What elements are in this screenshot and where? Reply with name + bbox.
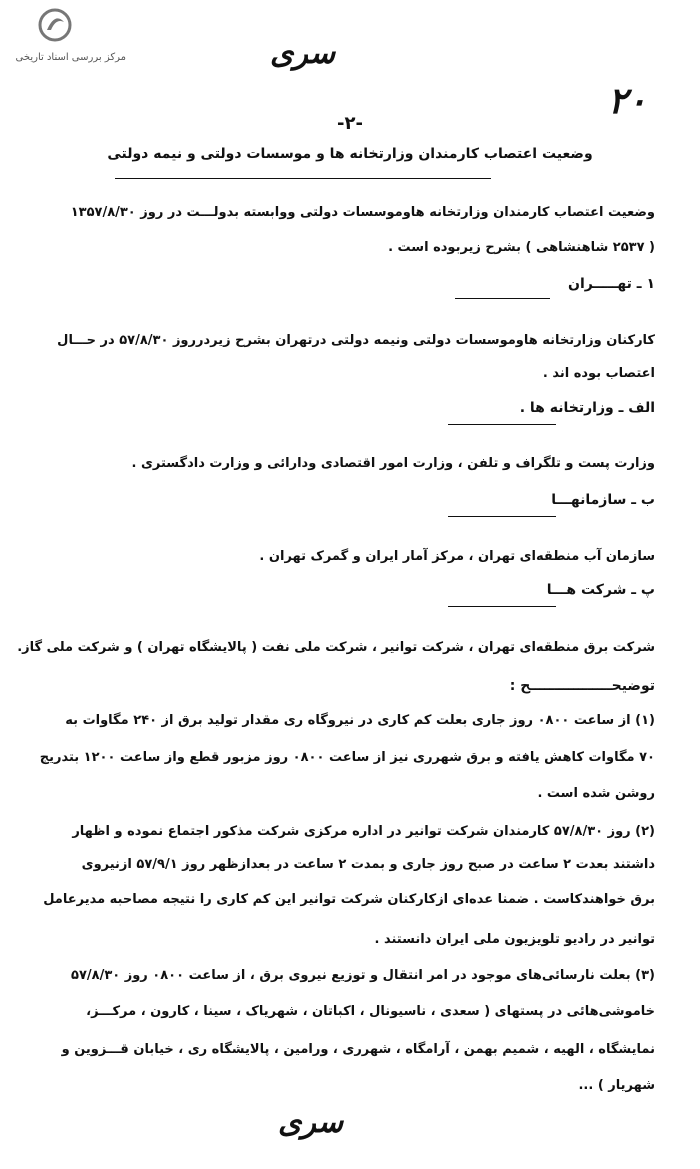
- subsection-c-heading: پ ـ شرکت هـــا: [546, 582, 655, 598]
- classification-stamp-top: سری: [270, 36, 336, 71]
- title-underline: [115, 178, 491, 179]
- section1-line-1: کارکنان وزارتخانه هاوموسسات دولتی ونیمه دولتی درتهران بشرح زیردرروز ۵۷/۸/۳۰ در حـــال: [57, 333, 655, 348]
- subsection-b-heading: ب ـ سازمانهـــا: [551, 492, 655, 508]
- subsection-b-underline: [448, 516, 556, 517]
- intro-line-1: وضعیت اعتصاب کارمندان وزارتخانه هاوموسسات دولتی ووابسته بدولـــت در روز ۱۳۵۷/۸/۳۰: [70, 205, 655, 220]
- subsection-c-text: شرکت برق منطقه‌ای تهران ، شرکت توانیر ، شرکت ملی نفت ( پالایشگاه تهران ) و شرکت ملی گاز.: [17, 640, 655, 655]
- note3-line-3: نمایشگاه ، الهیه ، شمیم بهمن ، آرامگاه ، شهرری ، ورامین ، پالایشگاه ری ، خیابان قـــزوین و: [61, 1042, 655, 1057]
- handwritten-page-id: ۲۰: [608, 80, 647, 122]
- document-title: وضعیت اعتصاب کارمندان وزارتخانه ها و موسسات دولتی و نیمه دولتی: [107, 146, 593, 162]
- section1-underline: [455, 298, 550, 299]
- watermark-text: مرکز بررسی اسناد تاریخی: [15, 52, 126, 63]
- archive-logo-icon: [38, 8, 72, 42]
- note2-line-3: برق خواهندکاست . ضمنا عده‌ای ازکارکنان شرکت توانیر این کم کاری را نتیجه مصاحبه مدیرعامل: [43, 892, 655, 907]
- note1-line-1: (۱) از ساعت ۰۸۰۰ روز جاری بعلت کم کاری در نیروگاه ری مقدار تولید برق از ۲۴۰ مگاوات به: [65, 713, 655, 728]
- subsection-b-text: سازمان آب منطقه‌ای تهران ، مرکز آمار ایران و گمرک تهران .: [259, 549, 655, 564]
- intro-line-2: ( ۲۵۳۷ شاهنشاهی ) بشرح زیربوده است .: [388, 240, 655, 255]
- note3-line-4: شهریار ) ...: [578, 1078, 655, 1093]
- section1-line-2: اعتصاب بوده اند .: [542, 366, 655, 381]
- note2-line-4: توانیر در رادیو تلویزیون ملی ایران دانستند .: [374, 932, 655, 947]
- note1-line-3: روشن شده است .: [537, 786, 655, 801]
- note3-line-1: (۳) بعلت نارسائی‌های موجود در امر انتقال و توزیع نیروی برق ، از ساعت ۰۸۰۰ روز ۵۷/۸/۳۰: [71, 968, 655, 983]
- subsection-a-heading: الف ـ وزارتخانه ها .: [519, 400, 655, 416]
- note2-line-1: (۲) روز ۵۷/۸/۳۰ کارمندان شرکت توانیر در اداره مرکزی شرکت مذکور اجتماع نموده و اظهار: [72, 824, 655, 839]
- subsection-a-underline: [448, 424, 556, 425]
- section1-heading: ۱ ـ تهـــــران: [568, 276, 655, 292]
- note2-line-2: داشتند بعدت ۲ ساعت در صبح روز جاری و بمدت ۲ ساعت در بعدازظهر روز ۵۷/۹/۱ ازنیروی: [81, 857, 655, 872]
- note1-line-2: ۷۰ مگاوات کاهش یافته و برق شهرری نیز از ساعت ۰۸۰۰ روز مزبور قطع واز ساعت ۱۲۰۰ بتدریج: [39, 750, 655, 765]
- classification-stamp-bottom: سری: [278, 1105, 344, 1140]
- note3-line-2: خاموشی‌هائی در پستهای ( سعدی ، ناسیونال ، اکباتان ، شهریاک ، سینا ، کارون ، مرکـــز،: [86, 1004, 655, 1019]
- notes-heading: توضیحـــــــــــــــــح :: [509, 678, 655, 694]
- subsection-a-text: وزارت پست و تلگراف و تلفن ، وزارت امور اقتصادی ودارائی و وزارت دادگستری .: [131, 456, 655, 471]
- page-number: -۲-: [337, 113, 363, 134]
- subsection-c-underline: [448, 606, 556, 607]
